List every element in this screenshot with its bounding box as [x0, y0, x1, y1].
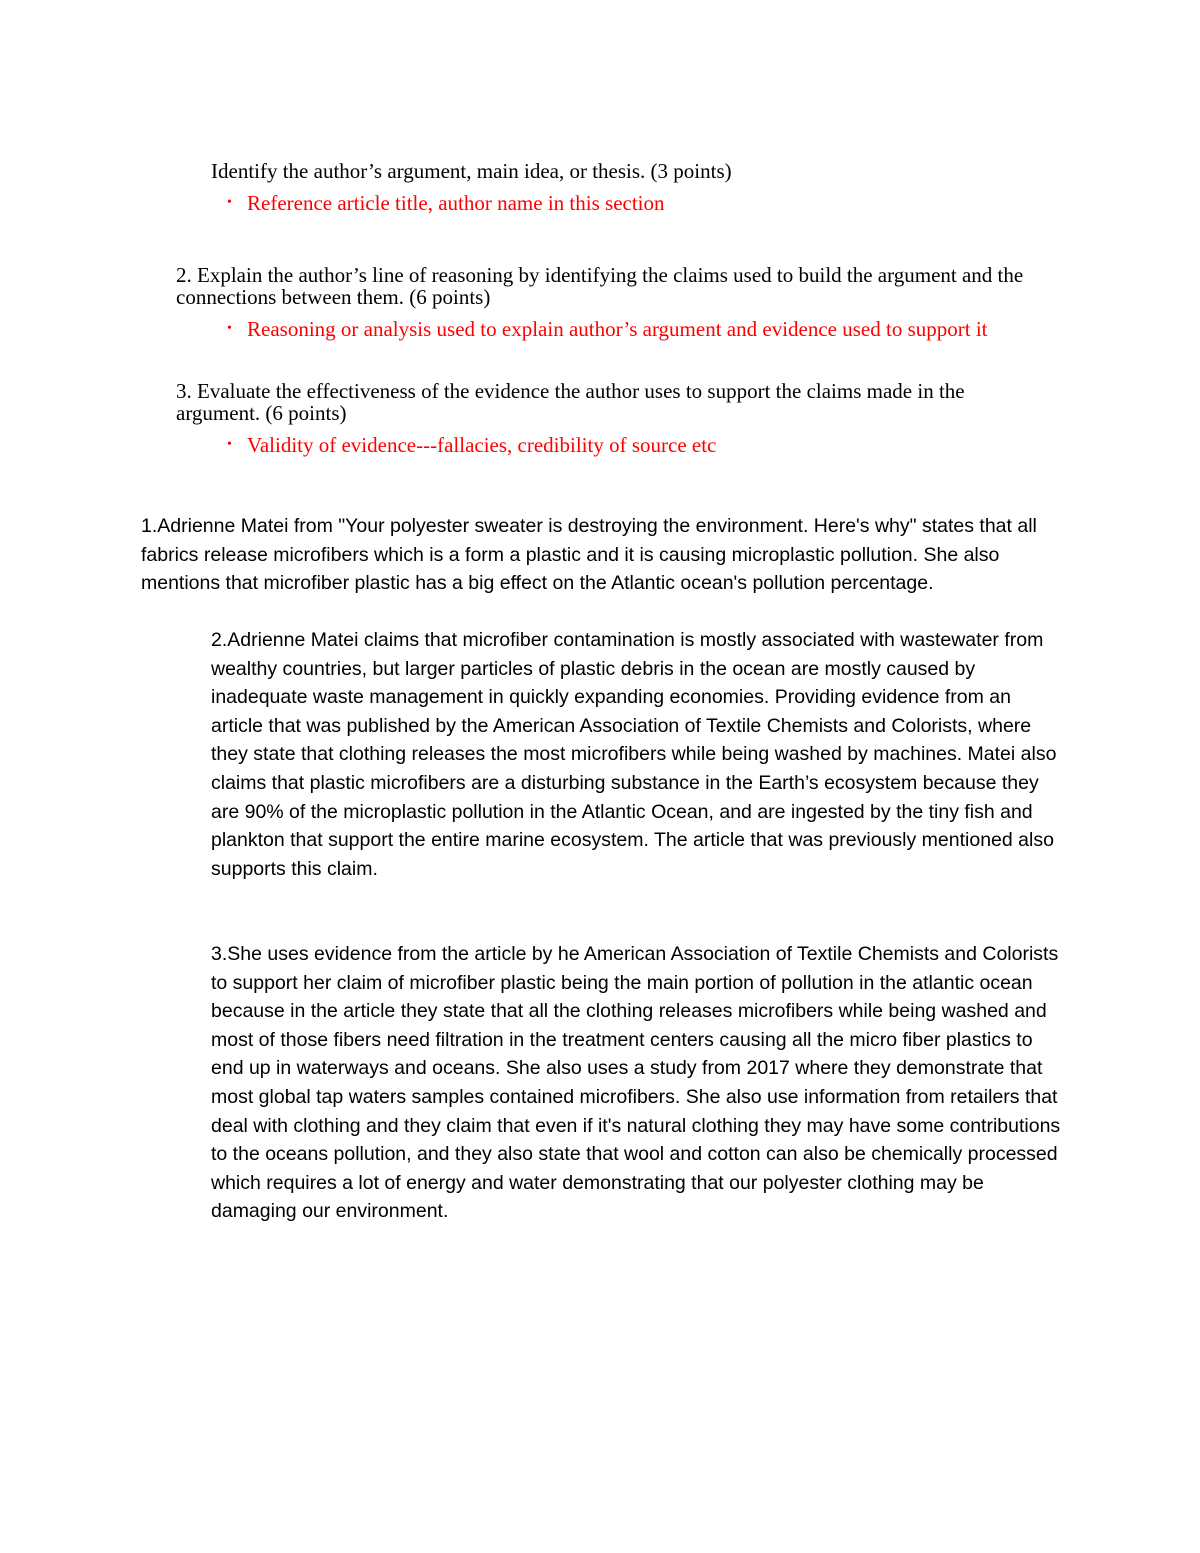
answer-3: 3.She uses evidence from the article by he American Association of Textile Chemists and Colorists to support her claim of microfiber plastic being the main portion of pollution in the atlantic ocean because in the article they state that all the clothing releases microfibers while being washed and most of those fibers need filtration in the treatment centers causing all the micro fiber plastics to end up in waterways and oceans. She also uses a study from 2017 where they demonstrate that most global tap waters samples contained microfibers. She also use information from retailers that deal with clothing and they claim that even if it's natural clothing they may have some contributions to the oceans pollution, and they also state that wool and cotton can also be chemically processed which requires a lot of energy and water demonstrating that our polyester clothing may be damaging our environment. [211, 943, 1061, 1223]
bullet-icon: • [227, 437, 232, 452]
rubric-bullet-2 [227, 318, 1077, 340]
answer-2: 2.Adrienne Matei claims that microfiber contamination is mostly associated with wastewater from wealthy countries, but larger particles of plastic debris in the ocean are mostly caused by inadequate waste management in quickly expanding economies. Providing evidence from an article that was published by the American Association of Textile Chemists and Colorists, where they state that clothing releases the most microfibers while being washed by machines. Matei also claims that plastic microfibers are a disturbing substance in the Earth’s ecosystem because they are 90% of the microplastic pollution in the Atlantic Ocean, and are ingested by the tiny fish and plankton that support the entire marine ecosystem. The article that was previously mentioned also supports this claim. [211, 629, 1057, 880]
rubric-question-1: Identify the author’s argument, main idea, or thesis. (3 points) [211, 159, 732, 183]
rubric-bullet-3-text: Validity of evidence---fallacies, credibility of source etc [247, 433, 717, 457]
bullet-icon: • [227, 321, 232, 336]
rubric-question-3: 3. Evaluate the effectiveness of the evidence the author uses to support the claims made in the argument. (6 points) [176, 379, 965, 425]
rubric-bullet-2-text: Reasoning or analysis used to explain author’s argument and evidence used to support it [247, 317, 988, 341]
rubric-bullet-1 [227, 192, 1107, 214]
answer-1: 1.Adrienne Matei from "Your polyester sweater is destroying the environment. Here's why" states that all fabrics release microfibers which is a form a plastic and it is causing microplastic pollution. She also mentions that microfiber plastic has a big effect on the Atlantic ocean's pollution percentage. [141, 515, 1037, 595]
bullet-icon: • [227, 195, 232, 210]
rubric-bullet-1-text: Reference article title, author name in this section [247, 191, 665, 215]
rubric-bullet-3 [227, 434, 1107, 456]
rubric-question-2: 2. Explain the author’s line of reasoning by identifying the claims used to build the argument and the connections between them. (6 points) [176, 263, 1024, 309]
